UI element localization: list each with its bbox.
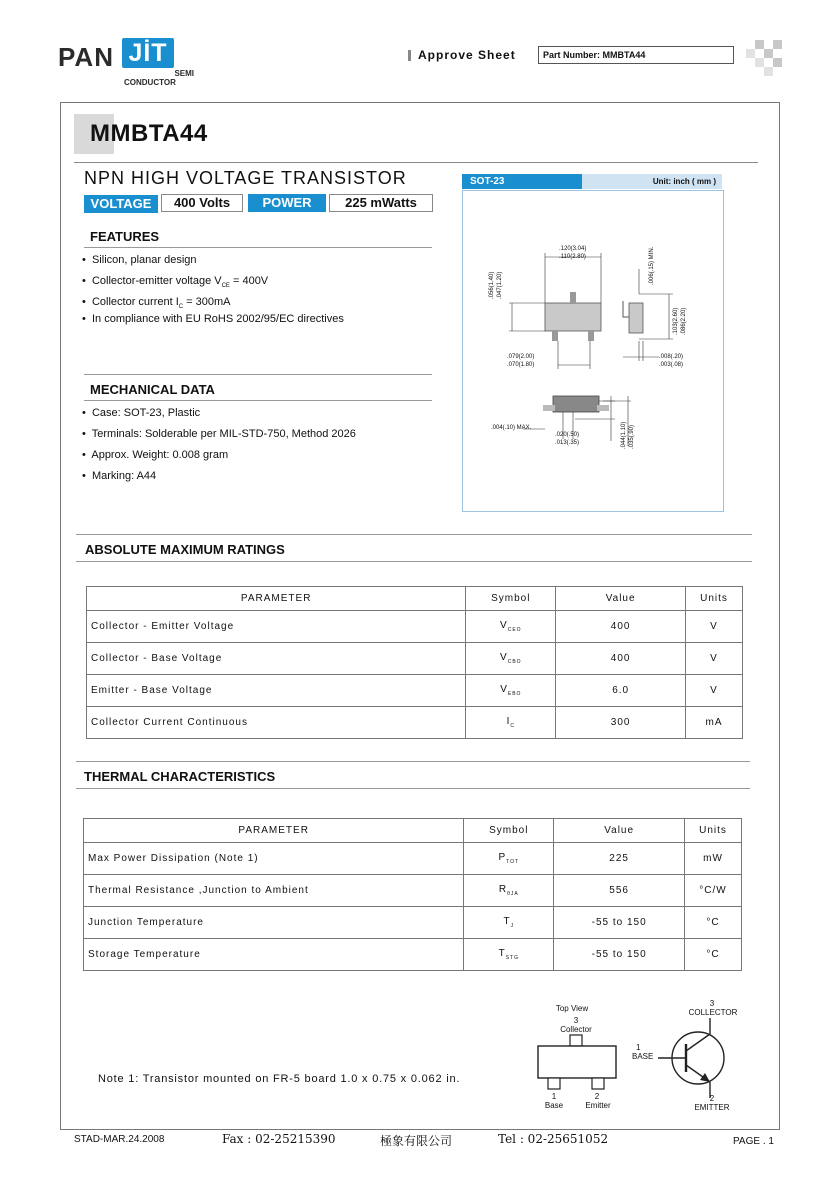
pin3-number: 3	[573, 1016, 579, 1025]
dim-label: .086(2.20)	[681, 307, 687, 335]
pin1-number: 1	[551, 1092, 557, 1101]
top-view-label: Top View	[555, 1004, 589, 1013]
abs-max-heading: ABSOLUTE MAXIMUM RATINGS	[85, 542, 285, 557]
collector-label: COLLECTOR	[688, 1008, 738, 1017]
dim-label: .103(2.60)	[673, 307, 679, 335]
value-cell: 225	[554, 843, 685, 875]
table-row	[84, 875, 742, 907]
unit-cell: V	[686, 643, 743, 675]
value-cell: 6.0	[556, 675, 686, 707]
dim-label: .044(1.10)	[621, 421, 627, 449]
footnote: Note 1: Transistor mounted on FR-5 board 1.0 x 0.75 x 0.062 in.	[98, 1073, 461, 1085]
col-header: Units	[686, 587, 743, 611]
mechanical-item: • Case: SOT-23, Plastic	[82, 407, 201, 419]
mechanical-heading: MECHANICAL DATA	[90, 382, 215, 397]
pin2-number: 2	[594, 1092, 600, 1101]
features-rule	[84, 247, 432, 248]
approve-marker	[408, 50, 411, 61]
col-header: Value	[556, 587, 686, 611]
param-cell: Emitter - Base Voltage	[87, 675, 466, 707]
package-name: SOT-23	[462, 174, 582, 189]
mechanical-rule	[84, 400, 432, 401]
logo-semi-text: SEMI	[174, 69, 194, 78]
param-cell: Thermal Resistance ,Junction to Ambient	[84, 875, 464, 907]
sot23-body-front	[553, 396, 599, 412]
value-cell: 400	[556, 611, 686, 643]
features-heading: FEATURES	[90, 229, 160, 244]
sot23-top-view-svg	[530, 1032, 626, 1092]
thermal-table	[83, 818, 742, 971]
sot23-body-top	[545, 303, 601, 331]
logo-pan-text: PAN	[58, 42, 114, 72]
feature-item: • Silicon, planar design	[82, 254, 197, 266]
part-number-box: Part Number: MMBTA44	[538, 46, 734, 64]
table-row	[87, 675, 743, 707]
dim-label: .004(.10) MAX.	[491, 425, 532, 431]
panjit-logo	[58, 38, 194, 88]
feature-item: • Collector current $I_C = 300mA$	[82, 296, 231, 311]
dim-label: .070(1.80)	[507, 362, 535, 368]
sot23-lead-3	[570, 292, 576, 303]
param-cell: Collector Current Continuous	[87, 707, 466, 739]
value-cell: 556	[554, 875, 685, 907]
footer-company: 極象有限公司	[380, 1134, 453, 1148]
abs-max-rule	[76, 561, 752, 562]
thermal-rule	[76, 788, 750, 789]
col-header: Symbol	[464, 819, 554, 843]
package-drawing	[462, 190, 724, 512]
collector-number: 3	[709, 999, 715, 1008]
base-number: 1	[636, 1043, 641, 1052]
mechanical-item: • Marking: A44	[82, 470, 157, 482]
dim-label: .110(2.80)	[559, 254, 586, 260]
symbol-cell: $T_{STG}$	[464, 939, 554, 971]
symbol-cell: $I_C$	[466, 707, 556, 739]
unit-cell: °C	[685, 939, 742, 971]
value-cell: 400	[556, 643, 686, 675]
dim-label: .020(.50)	[555, 432, 580, 438]
voltage-tag: VOLTAGE	[84, 195, 158, 213]
logo-jit-text: JİT	[122, 38, 174, 68]
param-cell: Collector - Base Voltage	[87, 643, 466, 675]
symbol-cell: $V_{CEO}$	[466, 611, 556, 643]
emitter-number: 2	[709, 1094, 715, 1103]
pin3-name: Collector	[560, 1025, 592, 1034]
param-cell: Collector - Emitter Voltage	[87, 611, 466, 643]
emitter-label: EMITTER	[694, 1103, 730, 1112]
symbol-cell: $T_J$	[464, 907, 554, 939]
dim-label: .008(.20)	[659, 354, 684, 360]
table-row	[87, 611, 743, 643]
sot23-outline-svg	[463, 191, 723, 511]
dim-label: .003(.08)	[659, 362, 684, 368]
sot23-body-side	[629, 303, 643, 333]
footer-page: PAGE . 1	[733, 1136, 774, 1147]
dim-label: .056(1.40)	[489, 271, 495, 299]
mechanical-rule-top	[84, 374, 432, 375]
npn-symbol-svg	[656, 1018, 736, 1098]
col-header: PARAMETER	[87, 587, 466, 611]
pin2-name: Emitter	[585, 1101, 611, 1110]
base-label: BASE	[632, 1052, 654, 1061]
feature-item: • Collector-emitter voltage $V_{CE} = 400V$	[82, 275, 269, 290]
thermal-rule-top	[76, 761, 750, 762]
param-cell: Storage Temperature	[84, 939, 464, 971]
sot23-lead-1	[552, 331, 558, 341]
power-tag: POWER	[248, 194, 326, 212]
footer-doc-code: STAD-MAR.24.2008	[74, 1134, 165, 1145]
logo-conductor-text: CONDUCTOR	[124, 78, 176, 87]
symbol-cell: $R_{\theta JA}$	[464, 875, 554, 907]
col-header: Symbol	[466, 587, 556, 611]
table-header-row	[87, 587, 743, 611]
footer-tel: Tel : 02-25651052	[498, 1132, 609, 1146]
dim-label: .035(.90)	[629, 424, 635, 449]
table-header-row	[84, 819, 742, 843]
table-row	[84, 907, 742, 939]
col-header: PARAMETER	[84, 819, 464, 843]
col-header: Units	[685, 819, 742, 843]
approve-sheet-label: Approve Sheet	[418, 48, 516, 62]
package-unit: Unit: inch ( mm )	[582, 174, 722, 189]
sot23-lead-2	[588, 331, 594, 341]
symbol-cell: $V_{CBO}$	[466, 643, 556, 675]
title-rule	[74, 162, 758, 163]
table-row	[87, 643, 743, 675]
pin1-name: Base	[544, 1101, 564, 1110]
symbol-cell: $V_{EBO}$	[466, 675, 556, 707]
abs-max-rule-top	[76, 534, 752, 535]
value-cell: 300	[556, 707, 686, 739]
mechanical-item: • Terminals: Solderable per MIL-STD-750, Method 2026	[82, 428, 356, 440]
thermal-heading: THERMAL CHARACTERISTICS	[84, 769, 276, 784]
param-cell: Junction Temperature	[84, 907, 464, 939]
col-header: Value	[554, 819, 685, 843]
unit-cell: °C	[685, 907, 742, 939]
dim-label: .120(3.04)	[559, 246, 587, 252]
dim-label: .047(1.20)	[497, 271, 503, 299]
value-cell: -55 to 150	[554, 939, 685, 971]
dim-label: .006(.15) MIN.	[649, 246, 655, 285]
table-row	[87, 707, 743, 739]
power-value: 225 mWatts	[329, 194, 433, 212]
feature-item: • In compliance with EU RoHS 2002/95/EC directives	[82, 313, 344, 325]
unit-cell: V	[686, 675, 743, 707]
footer-fax: Fax : 02-25215390	[222, 1132, 336, 1146]
param-cell: Max Power Dissipation (Note 1)	[84, 843, 464, 875]
decorative-squares	[746, 40, 782, 80]
unit-cell: mA	[686, 707, 743, 739]
voltage-value: 400 Volts	[161, 194, 243, 212]
unit-cell: °C/W	[685, 875, 742, 907]
unit-cell: mW	[685, 843, 742, 875]
table-row	[84, 843, 742, 875]
page-title: MMBTA44	[90, 120, 208, 147]
unit-cell: V	[686, 611, 743, 643]
symbol-cell: $P_{TOT}$	[464, 843, 554, 875]
dim-label: .079(2.00)	[507, 354, 535, 360]
abs-max-table	[86, 586, 743, 739]
table-row	[84, 939, 742, 971]
value-cell: -55 to 150	[554, 907, 685, 939]
device-subtitle: NPN HIGH VOLTAGE TRANSISTOR	[84, 168, 407, 188]
mechanical-item: • Approx. Weight: 0.008 gram	[82, 449, 229, 461]
dim-label: .013(.35)	[555, 440, 580, 446]
